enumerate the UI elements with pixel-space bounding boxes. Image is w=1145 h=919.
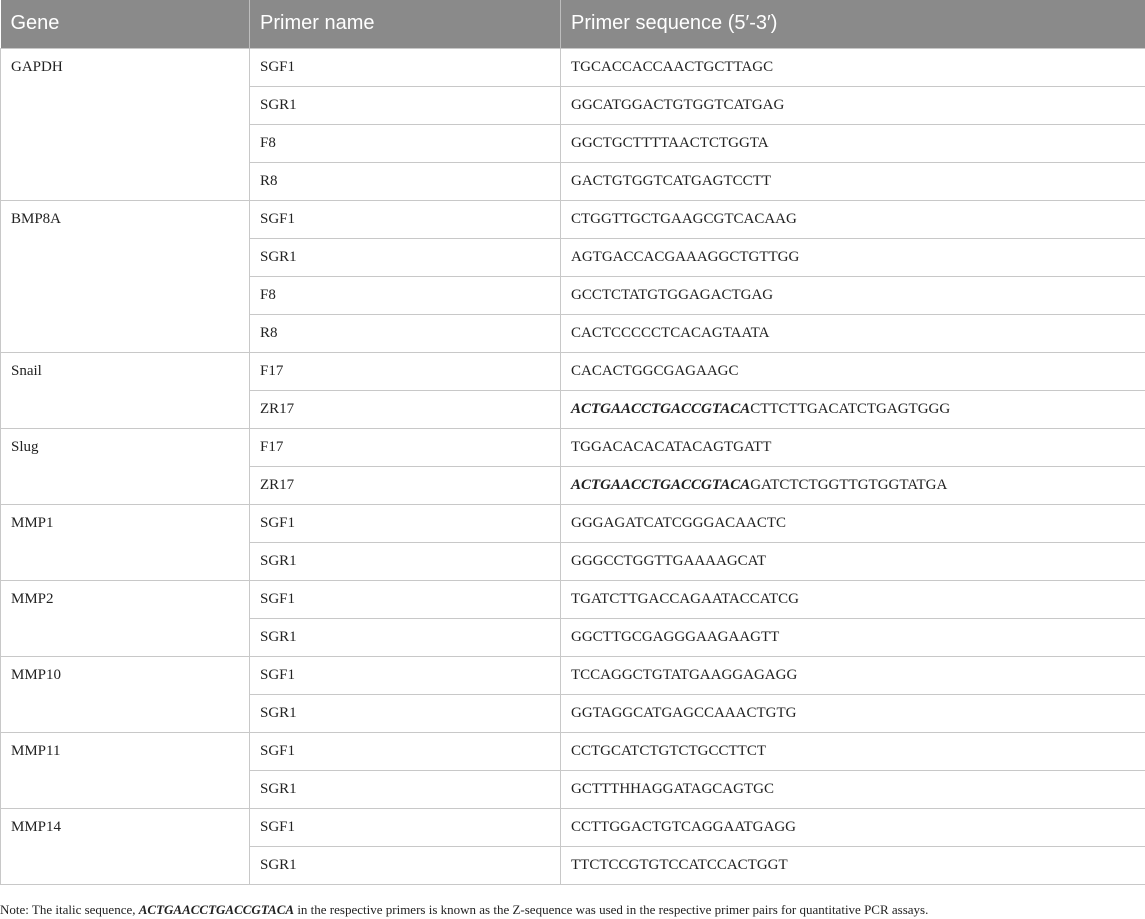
primer-name-cell: SGR1 <box>250 86 561 124</box>
header-primer-sequence: Primer sequence (5′-3′) <box>561 0 1145 48</box>
primer-sequence-cell <box>561 694 1145 732</box>
primer-sequence-cell <box>561 48 1145 86</box>
primer-sequence-cell <box>561 808 1145 846</box>
primer-name-cell: SGF1 <box>250 580 561 618</box>
primer-sequence-cell <box>561 162 1145 200</box>
sequence-text: GGCTGCTTTTAACTCTGGTA <box>571 134 769 151</box>
header-gene: Gene <box>1 0 250 48</box>
sequence-text: TTCTCCGTGTCCATCCACTGGT <box>571 856 788 873</box>
sequence-text: GGGAGATCATCGGGACAACTC <box>571 514 787 531</box>
primer-sequence-cell <box>561 466 1145 504</box>
primer-sequence-cell <box>561 352 1145 390</box>
primer-name-cell: SGR1 <box>250 846 561 884</box>
primer-name-cell: SGR1 <box>250 542 561 580</box>
gene-cell: GAPDH <box>1 48 250 200</box>
sequence-text: CACACTGGCGAGAAGC <box>571 362 739 379</box>
header-row <box>1 0 1145 48</box>
note-suffix: in the respective primers is known as the Z-sequence was used in the respective primer pairs for quantitative PCR assays. <box>294 902 929 917</box>
primer-sequence-cell <box>561 238 1145 276</box>
header-primer-name: Primer name <box>250 0 561 48</box>
z-sequence: ACTGAACCTGACCGTACA <box>571 476 751 493</box>
sequence-text: TGATCTTGACCAGAATACCATCG <box>571 590 799 607</box>
table-row <box>1 200 1145 238</box>
primer-name-cell: SGF1 <box>250 200 561 238</box>
sequence-text: GGCTTGCGAGGGAAGAAGTT <box>571 628 780 645</box>
sequence-text: GGCATGGACTGTGGTCATGAG <box>571 96 785 113</box>
primer-sequence-cell <box>561 732 1145 770</box>
sequence-text: TGCACCACCAACTGCTTAGC <box>571 58 774 75</box>
primer-name-cell: SGR1 <box>250 770 561 808</box>
sequence-text: CACTCCCCCTCACAGTAATA <box>571 324 770 341</box>
gene-cell: MMP11 <box>1 732 250 808</box>
sequence-text: CTTCTTGACATCTGAGTGGG <box>750 400 951 417</box>
table-footnote <box>0 902 1145 918</box>
primer-name-cell: R8 <box>250 162 561 200</box>
primer-sequence-cell <box>561 770 1145 808</box>
primer-sequence-cell <box>561 124 1145 162</box>
gene-cell: MMP14 <box>1 808 250 884</box>
table-row <box>1 48 1145 86</box>
sequence-text: CCTTGGACTGTCAGGAATGAGG <box>571 818 796 835</box>
primer-sequence-cell <box>561 504 1145 542</box>
primer-name-cell: F17 <box>250 352 561 390</box>
primer-name-cell: SGF1 <box>250 656 561 694</box>
primer-name-cell: SGR1 <box>250 238 561 276</box>
primer-name-cell: ZR17 <box>250 466 561 504</box>
primer-sequence-cell <box>561 390 1145 428</box>
gene-cell: MMP10 <box>1 656 250 732</box>
table-row <box>1 428 1145 466</box>
primer-sequence-cell <box>561 542 1145 580</box>
primer-sequence-cell <box>561 314 1145 352</box>
sequence-text: TCCAGGCTGTATGAAGGAGAGG <box>571 666 798 683</box>
table-row <box>1 656 1145 694</box>
primer-sequence-cell <box>561 846 1145 884</box>
primer-name-cell: ZR17 <box>250 390 561 428</box>
table-row <box>1 352 1145 390</box>
primer-sequence-cell <box>561 200 1145 238</box>
gene-cell: BMP8A <box>1 200 250 352</box>
sequence-text: GCCTCTATGTGGAGACTGAG <box>571 286 774 303</box>
primer-name-cell: SGF1 <box>250 732 561 770</box>
table-row <box>1 580 1145 618</box>
primer-name-cell: SGF1 <box>250 48 561 86</box>
primer-sequence-cell <box>561 276 1145 314</box>
gene-cell: MMP1 <box>1 504 250 580</box>
table-body <box>1 48 1145 884</box>
note-prefix: Note: The italic sequence, <box>0 902 139 917</box>
primer-sequence-cell <box>561 580 1145 618</box>
sequence-text: GGGCCTGGTTGAAAAGCAT <box>571 552 766 569</box>
sequence-text: GACTGTGGTCATGAGTCCTT <box>571 172 771 189</box>
table-header <box>1 0 1145 48</box>
sequence-text: CCTGCATCTGTCTGCCTTCT <box>571 742 767 759</box>
primer-sequence-cell <box>561 618 1145 656</box>
note-z-sequence: ACTGAACCTGACCGTACA <box>138 902 295 917</box>
sequence-text: GCTTTHHAGGATAGCAGTGC <box>571 780 774 797</box>
primer-name-cell: SGF1 <box>250 504 561 542</box>
table-row <box>1 732 1145 770</box>
sequence-text: TGGACACACATACAGTGATT <box>571 438 772 455</box>
sequence-text: GATCTCTGGTTGTGGTATGA <box>750 476 948 493</box>
primer-sequence-cell <box>561 428 1145 466</box>
table-row <box>1 808 1145 846</box>
table-row <box>1 504 1145 542</box>
primer-name-cell: SGR1 <box>250 694 561 732</box>
primer-name-cell: F8 <box>250 276 561 314</box>
sequence-text: AGTGACCACGAAAGGCTGTTGG <box>571 248 800 265</box>
primer-name-cell: SGF1 <box>250 808 561 846</box>
primer-name-cell: R8 <box>250 314 561 352</box>
gene-cell: Snail <box>1 352 250 428</box>
primer-sequence-cell <box>561 86 1145 124</box>
sequence-text: GGTAGGCATGAGCCAAACTGTG <box>571 704 797 721</box>
primer-name-cell: F8 <box>250 124 561 162</box>
primer-name-cell: F17 <box>250 428 561 466</box>
z-sequence: ACTGAACCTGACCGTACA <box>571 400 751 417</box>
gene-cell: MMP2 <box>1 580 250 656</box>
sequence-text: CTGGTTGCTGAAGCGTCACAAG <box>571 210 797 227</box>
gene-cell: Slug <box>1 428 250 504</box>
primer-sequence-cell <box>561 656 1145 694</box>
primer-name-cell: SGR1 <box>250 618 561 656</box>
